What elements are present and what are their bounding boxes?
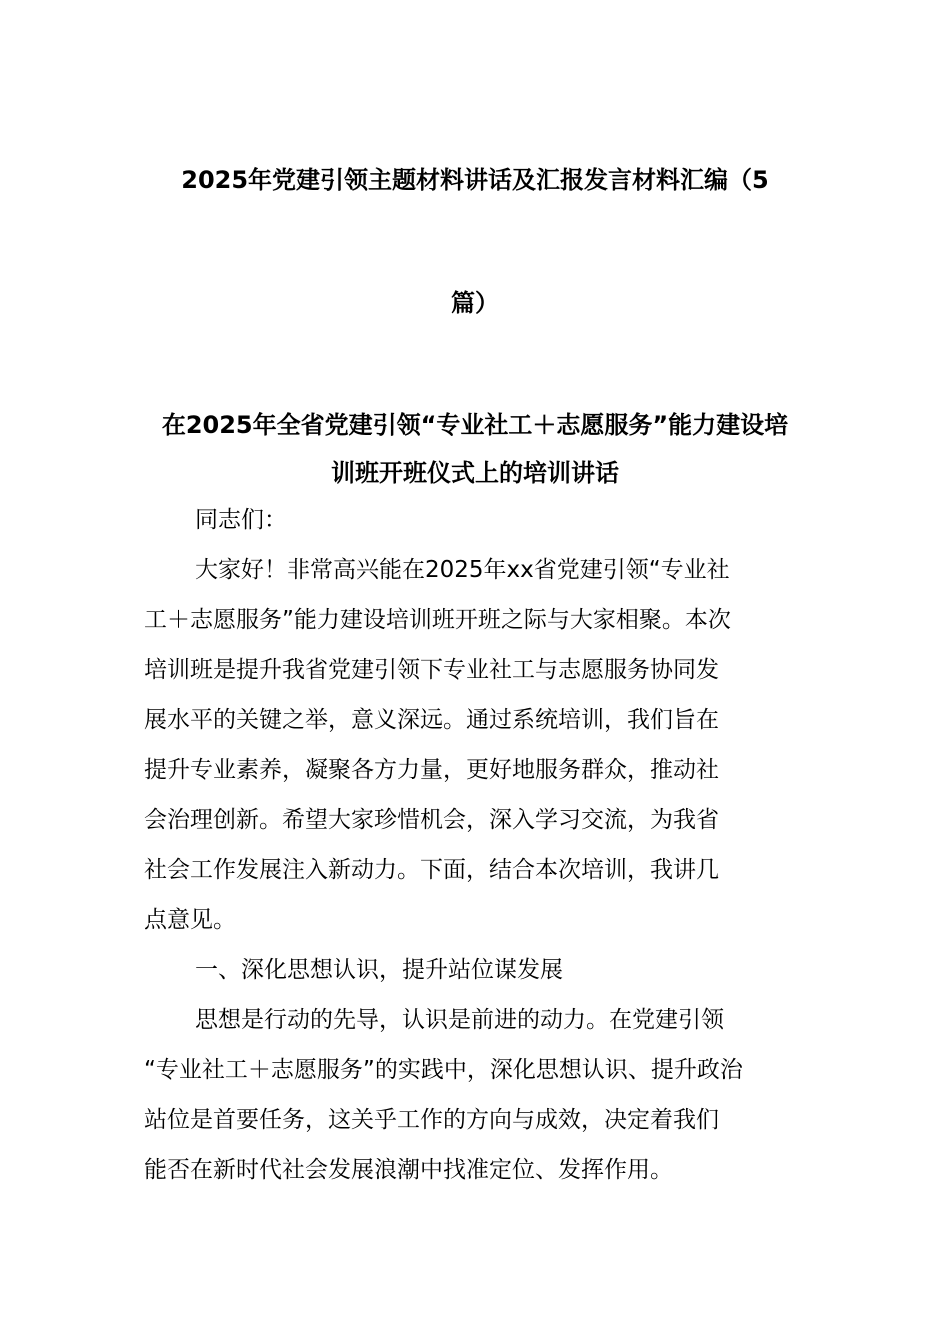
body-line: 能否在新时代社会发展浪潮中找准定位、发挥作用。 <box>144 1157 673 1183</box>
heading-line: 一、深化思想认识，提升站位谋发展 <box>195 957 563 983</box>
body-line: 工＋志愿服务”能力建设培训班开班之际与大家相聚。本次 <box>144 607 731 633</box>
paragraph-line <box>144 1105 806 1155</box>
paragraph-line <box>144 755 806 805</box>
body-line: 展水平的关键之举，意义深远。通过系统培训，我们旨在 <box>144 707 719 733</box>
paragraph-line <box>144 1055 806 1105</box>
body-line: 社会工作发展注入新动力。下面，结合本次培训，我讲几 <box>144 857 719 883</box>
paragraph-line <box>144 705 806 755</box>
paragraph-line <box>144 1155 806 1205</box>
document-title-line-1: 2025年党建引领主题材料讲话及汇报发言材料汇编（5 <box>181 166 769 194</box>
paragraph-line <box>144 855 806 905</box>
body-line: 思想是行动的先导，认识是前进的动力。在党建引领 <box>195 1007 724 1033</box>
paragraph-line <box>144 605 806 655</box>
paragraph-line <box>144 655 806 705</box>
body-line: 大家好！非常高兴能在2025年xx省党建引领“专业社 <box>195 557 730 583</box>
body-line: 培训班是提升我省党建引领下专业社工与志愿服务协同发 <box>144 657 719 683</box>
paragraph-line <box>144 555 806 605</box>
body-line: 会治理创新。希望大家珍惜机会，深入学习交流，为我省 <box>144 807 719 833</box>
paragraph-line <box>144 1005 806 1055</box>
speech-title-line-1: 在2025年全省党建引领“专业社工＋志愿服务”能力建设培 <box>161 411 789 439</box>
body-line: “专业社工＋志愿服务”的实践中，深化思想认识、提升政治 <box>144 1057 743 1083</box>
body-line: 站位是首要任务，这关乎工作的方向与成效，决定着我们 <box>144 1107 719 1133</box>
paragraph-line <box>144 905 806 955</box>
body-line: 点意见。 <box>144 907 236 933</box>
body-line: 同志们： <box>195 507 287 533</box>
document-title-line-2: 篇） <box>451 289 499 317</box>
speech-title-line-2: 训班开班仪式上的培训讲话 <box>331 459 619 487</box>
section-heading <box>144 955 806 1005</box>
body-line: 提升专业素养，凝聚各方力量，更好地服务群众，推动社 <box>144 757 719 783</box>
salutation-line <box>144 505 806 555</box>
paragraph-line <box>144 805 806 855</box>
speech-body <box>144 505 806 1205</box>
